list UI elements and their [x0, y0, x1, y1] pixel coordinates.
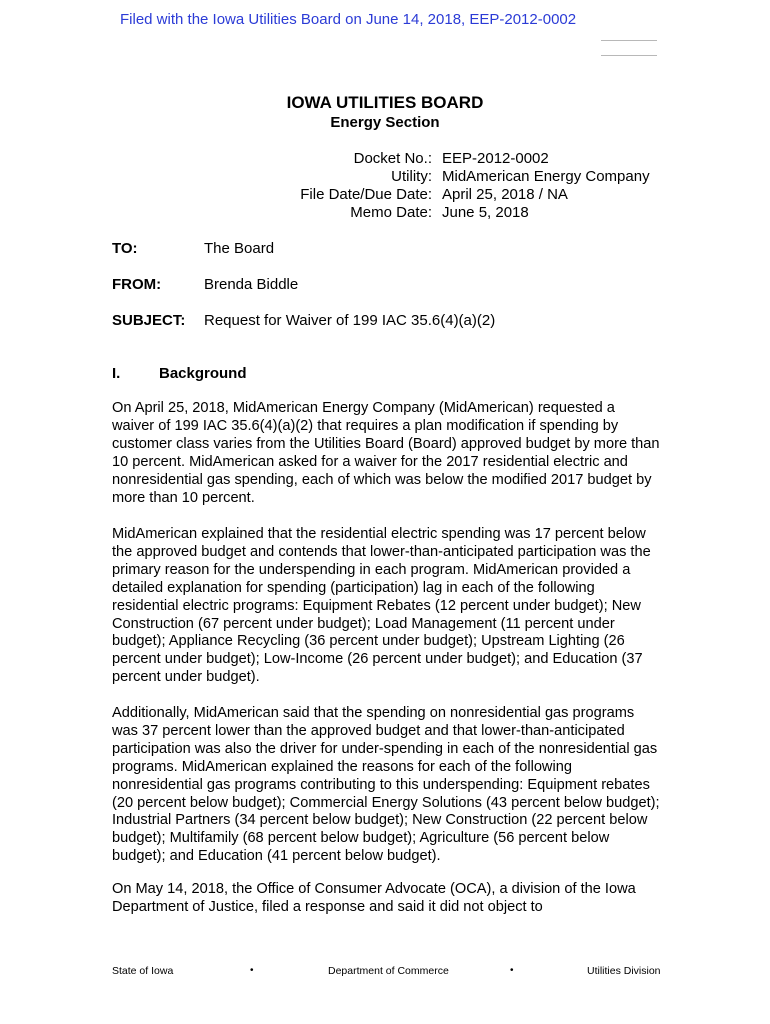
footer-department: Department of Commerce [328, 965, 449, 977]
paragraph-3: Additionally, MidAmerican said that the spending on nonresidential gas programs was 37 percent lower than the approved budget and that lower-than-anticipated participation was also the driver for under-spending in each of the nonresidential gas programs. MidAmerican explained the reasons for each of the following nonresidential gas programs contributing to this underspending: Equipment rebates (20 percent below budget); Commercial Energy Solutions (43 percent below budget); Industrial Partners (34 percent below budget); New Construction (22 percent below budget); Multifamily (68 percent below budget); Agriculture (56 percent below budget); and Education (41 percent below budget). [112, 705, 660, 865]
utility-label: Utility: [391, 168, 432, 185]
header-rule-top [601, 40, 657, 41]
memo-date-value: June 5, 2018 [442, 204, 529, 221]
to-label: TO: [112, 240, 138, 257]
page-title: IOWA UTILITIES BOARD [286, 93, 484, 112]
paragraph-4: On May 14, 2018, the Office of Consumer Advocate (OCA), a division of the Iowa Department of Justice, filed a response and said it did not object to [112, 881, 636, 915]
subject-value: Request for Waiver of 199 IAC 35.6(4)(a)(2) [204, 312, 496, 329]
file-date-value: April 25, 2018 / NA [442, 186, 568, 203]
file-date-label: File Date/Due Date: [300, 186, 432, 203]
page-subtitle: Energy Section [330, 114, 440, 131]
utility-value: MidAmerican Energy Company [442, 168, 650, 185]
filing-stamp: Filed with the Iowa Utilities Board on June 14, 2018, EEP-2012-0002 [120, 11, 577, 28]
section-title: Background [159, 365, 247, 382]
from-label: FROM: [112, 276, 162, 293]
docket-label: Docket No.: [353, 150, 432, 167]
footer-bullet-right: • [510, 965, 514, 976]
footer-bullet-left: • [250, 965, 254, 976]
memo-date-label: Memo Date: [350, 204, 432, 221]
subject-label: SUBJECT: [112, 312, 186, 329]
to-value: The Board [204, 240, 275, 257]
docket-value: EEP-2012-0002 [442, 150, 549, 167]
section-number: I. [112, 365, 121, 382]
from-value: Brenda Biddle [204, 276, 299, 293]
paragraph-2: MidAmerican explained that the residential electric spending was 17 percent below the approved budget and contends that lower-than-anticipated participation was the primary reason for the underspending in each program. MidAmerican provided a detailed explanation for spending (participation) lag in each of the following residential electric programs: Equipment Rebates (12 percent under budget); New Construction (67 percent under budget); Load Management (11 percent under budget); Appliance Recycling (36 percent under budget); Upstream Lighting (26 percent under budget); Low-Income (26 percent under budget); and Education (37 percent under budget). [112, 526, 651, 686]
header-rule-bottom [601, 55, 657, 56]
footer-state: State of Iowa [112, 965, 174, 977]
paragraph-1: On April 25, 2018, MidAmerican Energy Company (MidAmerican) requested a waiver of 199 IAC 35.6(4)(a)(2) that requires a plan modification if spending by customer class varies from the Utilities Board (Board) approved budget by more than 10 percent. MidAmerican asked for a waiver for the 2017 residential electric and nonresidential gas spending, each of which was below the modified 2017 budget by more than 10 percent. [112, 400, 660, 506]
footer-division: Utilities Division [587, 965, 661, 977]
